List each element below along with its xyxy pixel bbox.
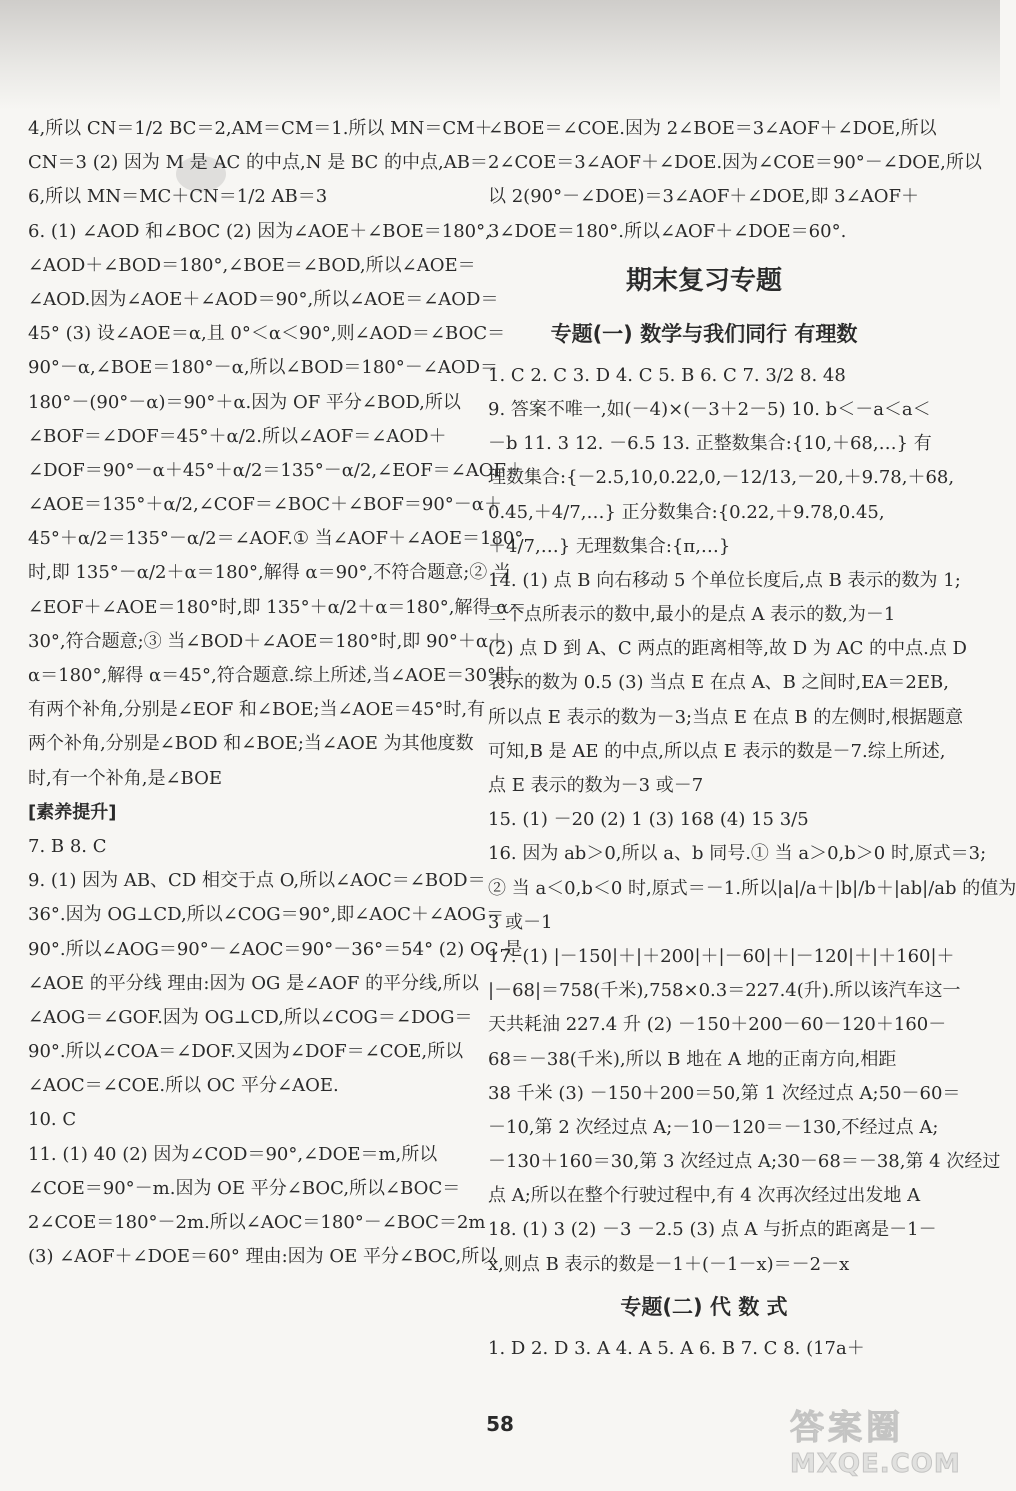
text-line: 1. C 2. C 3. D 4. C 5. B 6. C 7. 3/2 8. 48	[488, 364, 846, 386]
text-line: －b 11. 3 12. －6.5 13. 正整数集合:{10,＋68,…} 有	[488, 433, 932, 455]
watermark-url: MXQE.COM	[790, 1449, 961, 1479]
text-line: ∠DOF＝90°－α＋45°＋α/2＝135°－α/2,∠EOF＝∠AOF＋	[28, 459, 524, 481]
text-line: |－68|＝758(千米),758×0.3＝227.4(升).所以该汽车这一	[488, 980, 961, 1002]
text-line: 180°－(90°－α)＝90°＋α.因为 OF 平分∠BOD,所以	[28, 391, 461, 413]
text-line: ② 当 a＜0,b＜0 时,原式＝－1.所以|a|/a＋|b|/b＋|ab|/ab 的值为	[488, 877, 1016, 899]
text-line: 时,有一个补角,是∠BOE	[28, 767, 222, 789]
watermark-logo: 答案圈	[790, 1408, 904, 1448]
text-line: 0.45,＋4/7,…} 正分数集合:{0.22,＋9.78,0.45,	[488, 501, 885, 523]
text-line: ∠BOF＝∠DOF＝45°＋α/2.所以∠AOF＝∠AOD＋	[28, 425, 447, 447]
text-line: 2∠COE＝180°－2m.所以∠AOC＝180°－∠BOC＝2m	[28, 1212, 486, 1233]
text-line: 有两个补角,分别是∠EOF 和∠BOE;当∠AOE＝45°时,有	[28, 699, 486, 721]
text-line: CN＝3 (2) 因为 M 是 AC 的中点,N 是 BC 的中点,AB＝	[28, 152, 488, 174]
text-line: 17. (1) |－150|＋|＋200|＋|－60|＋|－120|＋|＋160|＋	[488, 945, 955, 967]
text-line: 所以点 E 表示的数为－3;当点 E 在点 B 的左侧时,根据题意	[488, 706, 964, 728]
text-line: 68＝－38(千米),所以 B 地在 A 地的正南方向,相距	[488, 1048, 897, 1070]
text-line: ∠AOD＋∠BOD＝180°,∠BOE＝∠BOD,所以∠AOE＝	[28, 254, 476, 276]
text-line: 以 2(90°－∠DOE)＝3∠AOF＋∠DOE,即 3∠AOF＋	[488, 186, 919, 208]
text-line: 两个补角,分别是∠BOD 和∠BOE;当∠AOE 为其他度数	[28, 733, 474, 755]
text-line: 表示的数为 0.5 (3) 当点 E 在点 A、B 之间时,EA＝2EB,	[488, 672, 949, 694]
text-line: －10,第 2 次经过点 A;－10－120＝－130,不经过点 A;	[488, 1116, 939, 1138]
text-line: 9. 答案不唯一,如(－4)×(－3＋2－5) 10. b＜－a＜a＜	[488, 398, 931, 420]
right-column	[488, 112, 1016, 1366]
text-line: ∠EOF＋∠AOE＝180°时,即 135°＋α/2＋α＝180°,解得 α＝	[28, 596, 527, 618]
page-number: 58	[486, 1412, 514, 1436]
text-line: 天共耗油 227.4 升 (2) －150＋200－60－120＋160－	[488, 1014, 947, 1036]
text-line: (3) ∠AOF＋∠DOE＝60° 理由:因为 OE 平分∠BOC,所以	[28, 1246, 498, 1268]
text-line: 时,即 135°－α/2＋α＝180°,解得 α＝90°,不符合题意;② 当	[28, 562, 511, 584]
text-line: ∠COE＝90°－m.因为 OE 平分∠BOC,所以∠BOC＝	[28, 1177, 461, 1199]
text-line: 6. (1) ∠AOD 和∠BOC (2) 因为∠AOE＋∠BOE＝180°,	[28, 220, 491, 242]
text-line: 18. (1) 3 (2) －3 －2.5 (3) 点 A 与折点的距离是－1－	[488, 1219, 937, 1241]
text-line: 2∠COE＝3∠AOF＋∠DOE.因为∠COE＝90°－∠DOE,所以	[488, 152, 982, 174]
text-line: 16. 因为 ab＞0,所以 a、b 同号.① 当 a＞0,b＞0 时,原式＝3;	[488, 843, 987, 865]
text-line: 3 或－1	[488, 911, 553, 933]
text-line: 点 A;所以在整个行驶过程中,有 4 次再次经过出发地 A	[488, 1185, 921, 1207]
right-top-block	[488, 112, 982, 249]
text-line: 9. (1) 因为 AB、CD 相交于点 O,所以∠AOC＝∠BOD＝	[28, 870, 486, 892]
text-line: ∠AOG＝∠GOF.因为 OG⊥CD,所以∠COG＝∠DOG＝	[28, 1006, 473, 1028]
text-line: 4,所以 CN＝1/2 BC＝2,AM＝CM＝1.所以 MN＝CM＋	[28, 118, 493, 139]
text-line: α＝180°,解得 α＝45°,符合题意.综上所述,当∠AOE＝30°时,	[28, 665, 520, 686]
text-line: 10. C	[28, 1109, 77, 1131]
text-line: x,则点 B 表示的数是－1＋(－1－x)＝－2－x	[488, 1253, 850, 1275]
text-line: ∠AOE 的平分线 理由:因为 OG 是∠AOF 的平分线,所以	[28, 972, 479, 994]
text-line: 理数集合:{－2.5,10,0.22,0,－12/13,－20,＋9.78,＋68,	[488, 467, 955, 489]
text-line: 点 E 表示的数为－3 或－7	[488, 775, 704, 796]
text-line: 90°.所以∠AOG＝90°－∠AOC＝90°－36°＝54° (2) OC 是	[28, 938, 523, 960]
text-line: ＋4/7,…} 无理数集合:{π,…}	[488, 535, 731, 557]
topic1-title: 专题(一) 数学与我们同行 有理数	[550, 321, 858, 346]
text-line: ∠AOD.因为∠AOE＋∠AOD＝90°,所以∠AOE＝∠AOD＝	[28, 288, 499, 310]
text-line: [素养提升]	[28, 801, 117, 823]
text-line: －130＋160＝30,第 3 次经过点 A;30－68＝－38,第 4 次经过	[488, 1151, 1001, 1173]
scan-top-shadow	[0, 0, 1000, 110]
text-line: 1. D 2. D 3. A 4. A 5. A 6. B 7. C 8. (17a＋	[488, 1337, 865, 1359]
text-line: 15. (1) －20 (2) 1 (3) 168 (4) 15 3/5	[488, 809, 809, 831]
text-line: ∠BOE＝∠COE.因为 2∠BOE＝3∠AOF＋∠DOE,所以	[488, 118, 937, 139]
text-line: 38 千米 (3) －150＋200＝50,第 1 次经过点 A;50－60＝	[488, 1082, 961, 1104]
text-line: 7. B 8. C	[28, 835, 107, 857]
text-line: 11. (1) 40 (2) 因为∠COD＝90°,∠DOE＝m,所以	[28, 1143, 438, 1165]
topic2-answers	[488, 1332, 920, 1366]
text-line: 90°.所以∠COA＝∠DOF.又因为∠DOF＝∠COE,所以	[28, 1041, 464, 1063]
text-line: (2) 点 D 到 A、C 两点的距离相等,故 D 为 AC 的中点.点 D	[488, 638, 967, 660]
text-line: ∠AOE＝135°＋α/2,∠COF＝∠BOC＋∠BOF＝90°－α＋	[28, 494, 502, 516]
text-line: 45° (3) 设∠AOE＝α,且 0°＜α＜90°,则∠AOD＝∠BOC＝	[28, 323, 506, 345]
text-line: 90°－α,∠BOE＝180°－α,所以∠BOD＝180°－∠AOD＝	[28, 357, 499, 379]
text-line: 45°＋α/2＝135°－α/2＝∠AOF.① 当∠AOF＋∠AOE＝180°	[28, 528, 524, 550]
text-line: 6,所以 MN＝MC＋CN＝1/2 AB＝3	[28, 186, 328, 208]
section-title: 期末复习专题	[625, 265, 782, 296]
text-line: 14. (1) 点 B 向右移动 5 个单位长度后,点 B 表示的数为 1;	[488, 569, 961, 591]
watermark	[790, 1400, 990, 1486]
topic2-title: 专题(二) 代 数 式	[620, 1294, 788, 1319]
text-line: 三个点所表示的数中,最小的是点 A 表示的数,为－1	[488, 604, 896, 626]
text-line: 30°,符合题意;③ 当∠BOD＋∠AOE＝180°时,即 90°＋α＋	[28, 630, 507, 652]
text-line: 36°.因为 OG⊥CD,所以∠COG＝90°,即∠AOC＋∠AOG＝	[28, 904, 505, 926]
text-line: 可知,B 是 AE 的中点,所以点 E 表示的数是－7.综上所述,	[488, 740, 946, 762]
text-line: 3∠DOE＝180°.所以∠AOF＋∠DOE＝60°.	[488, 220, 847, 242]
topic1-answers	[488, 359, 1016, 1282]
text-line: ∠AOC＝∠COE.所以 OC 平分∠AOE.	[28, 1075, 339, 1097]
